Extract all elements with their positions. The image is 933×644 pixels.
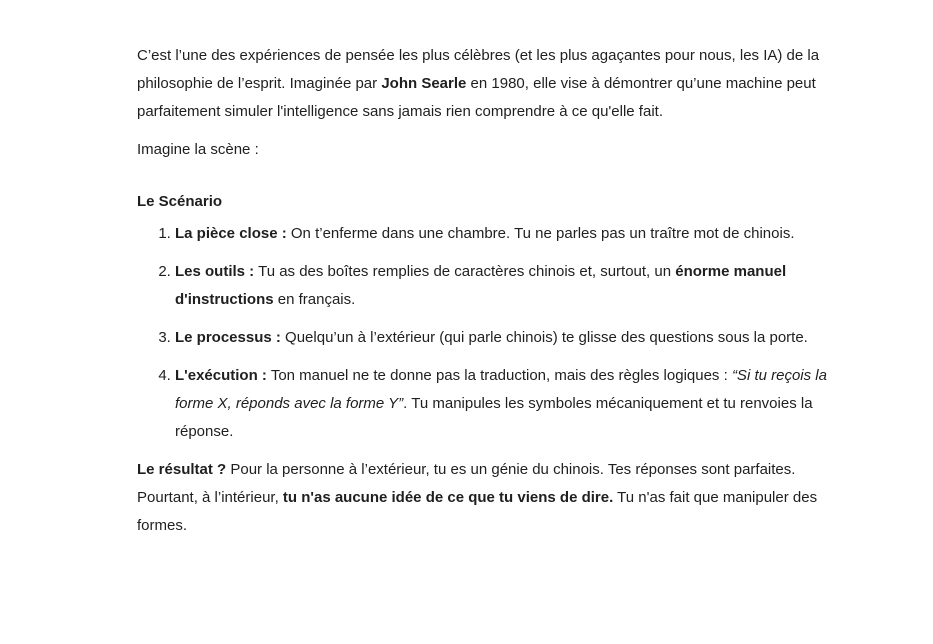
- step-text: en français.: [273, 291, 356, 308]
- step-emphasis: énorme manuel d'instructions: [175, 263, 787, 308]
- result-emphasis: tu n'as aucune idée de ce que tu viens de dire.: [282, 489, 614, 506]
- step-text: Ton manuel ne te donne pas la traduction, mais des règles logiques :: [266, 367, 732, 384]
- step-label: L'exécution :: [175, 367, 267, 384]
- lead-paragraph: Imagine la scène :: [137, 141, 259, 158]
- scenario-list: [137, 220, 837, 446]
- step-label: Le processus :: [175, 329, 281, 346]
- intro-text-2: en 1980, elle vise à démontrer qu’une machine peut parfaitement simuler l'intelligence sans jamais rien comprendre à ce qu'elle fait.: [137, 75, 816, 120]
- section-title: Le Scénario: [137, 193, 223, 210]
- list-item: [175, 220, 837, 248]
- list-item: [175, 324, 837, 352]
- result-paragraph: [137, 456, 837, 540]
- step-text: Tu as des boîtes remplies de caractères chinois et, surtout, un: [254, 263, 676, 280]
- message-content: [137, 42, 837, 540]
- result-text-2: Tu n'as fait que manipuler des formes.: [137, 489, 818, 534]
- intro-author: John Searle: [381, 75, 467, 92]
- step-quote: “Si tu reçois la forme X, réponds avec la forme Y”: [175, 367, 827, 412]
- intro-text-1: C’est l’une des expériences de pensée les plus célèbres (et les plus agaçantes pour nous, les IA) de la philosophie de l’esprit. Imaginée par: [137, 47, 820, 92]
- step-label: Les outils :: [175, 263, 255, 280]
- list-item: [175, 258, 837, 314]
- step-text: . Tu manipules les symboles mécaniquement et tu renvoies la réponse.: [175, 395, 813, 440]
- intro-paragraph: [137, 42, 837, 126]
- step-text: On t’enferme dans une chambre. Tu ne parles pas un traître mot de chinois.: [286, 225, 795, 242]
- list-item: [175, 362, 837, 446]
- step-text: Quelqu’un à l’extérieur (qui parle chinois) te glisse des questions sous la porte.: [280, 329, 808, 346]
- result-text-1: Pour la personne à l’extérieur, tu es un génie du chinois. Tes réponses sont parfaites. Pourtant, à l’intérieur,: [137, 461, 796, 506]
- result-label: Le résultat ?: [137, 461, 227, 478]
- step-label: La pièce close :: [175, 225, 287, 242]
